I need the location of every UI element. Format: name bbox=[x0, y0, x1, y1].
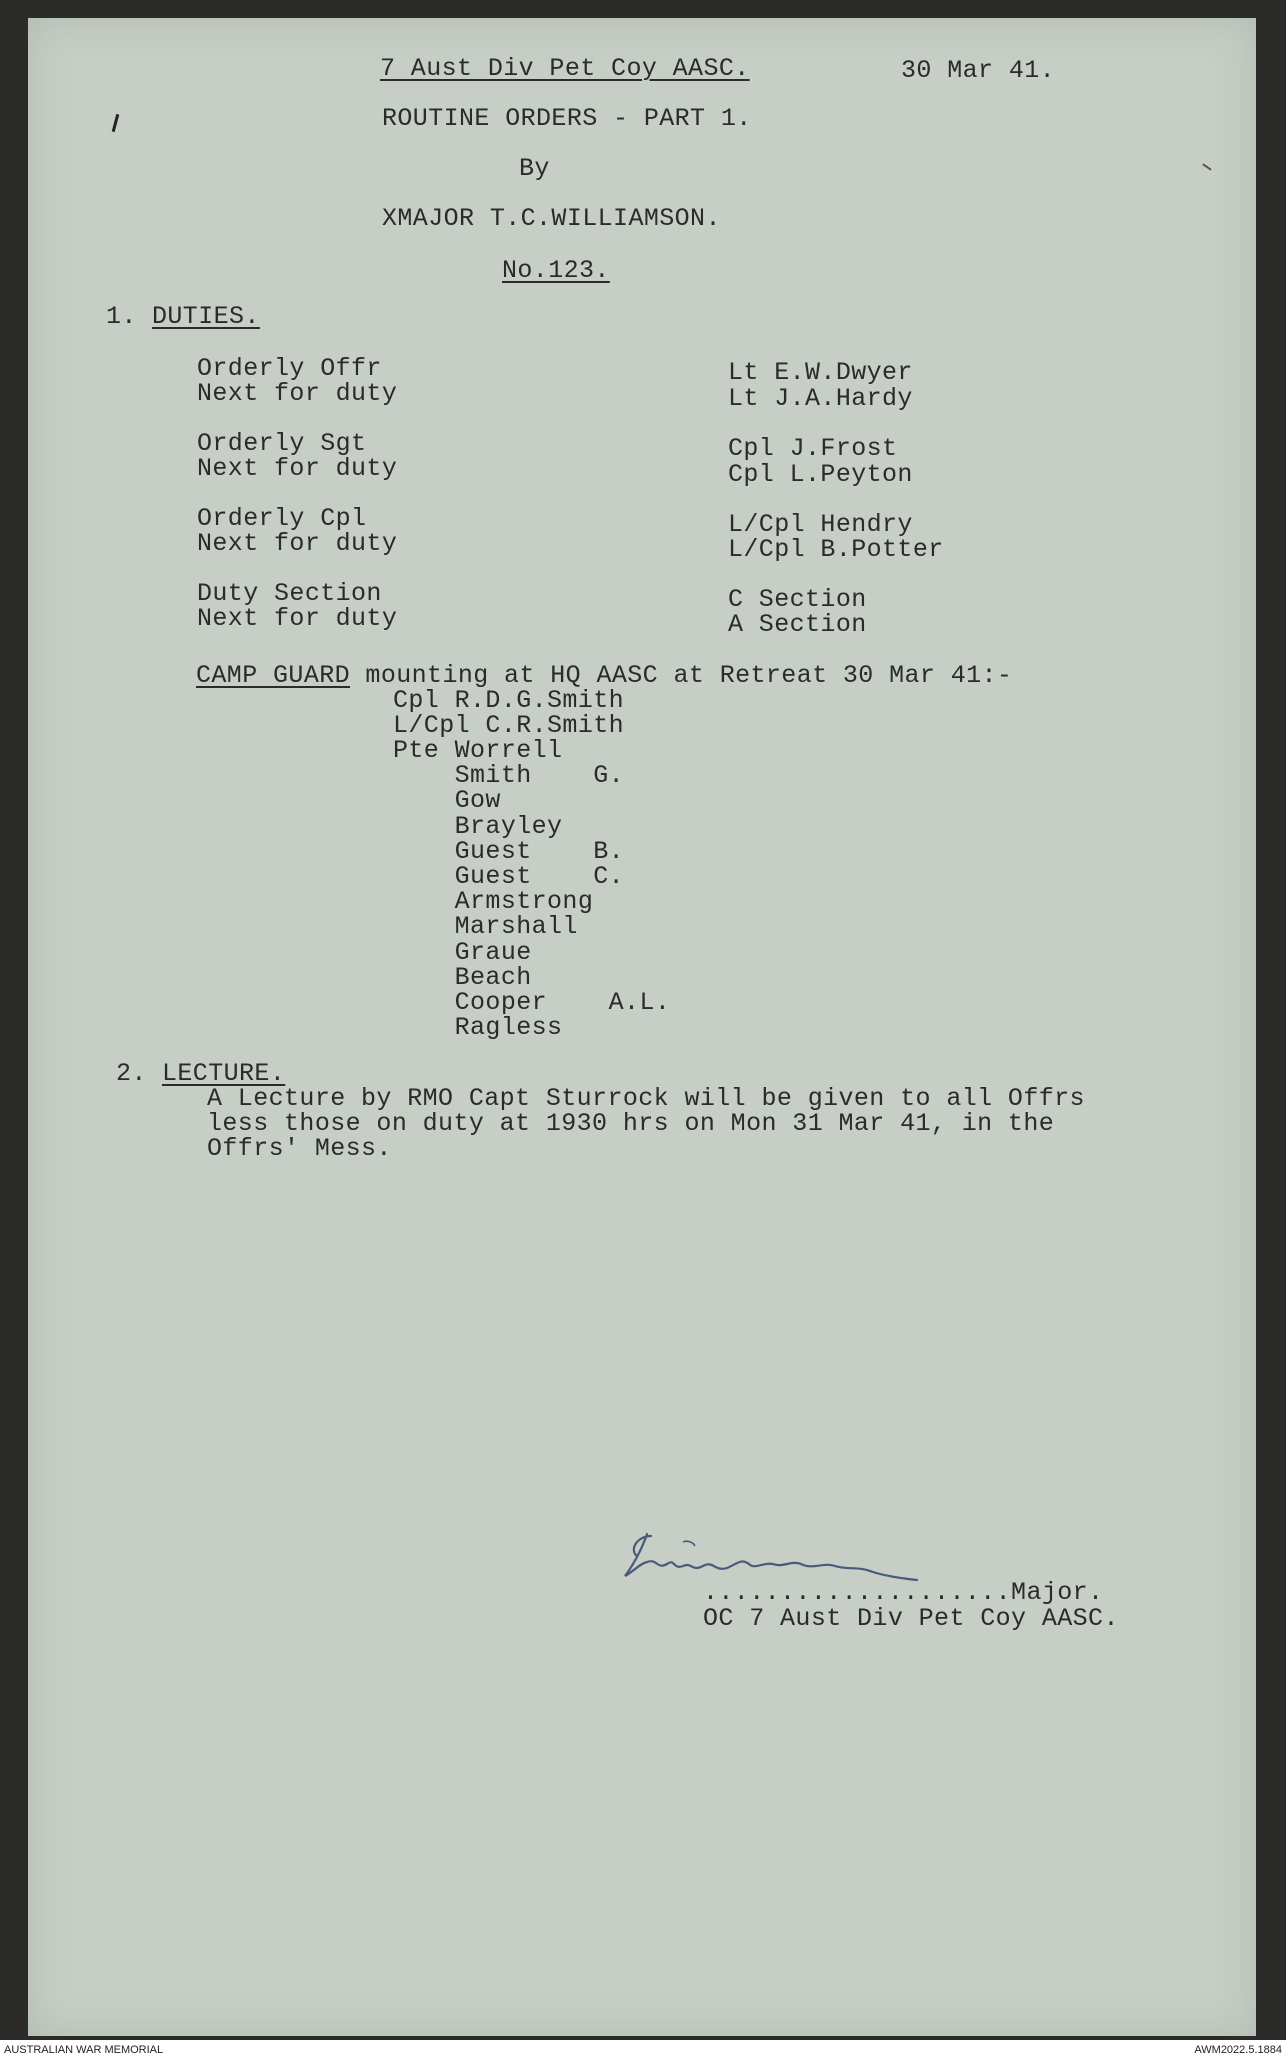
lecture-heading: LECTURE. bbox=[162, 1059, 286, 1088]
guard-member: Cpl R.D.G.Smith bbox=[393, 686, 625, 715]
duty-name: Lt J.A.Hardy bbox=[728, 384, 913, 413]
duty-role: Orderly Cpl bbox=[197, 504, 367, 533]
document-page bbox=[28, 18, 1256, 2036]
guard-member: Gow bbox=[393, 786, 501, 815]
archive-footer bbox=[0, 2040, 1286, 2061]
guard-member: Pte Worrell bbox=[393, 736, 563, 765]
duty-name: L/Cpl Hendry bbox=[728, 510, 913, 539]
duty-name: Cpl J.Frost bbox=[728, 434, 898, 463]
guard-member: Smith G. bbox=[393, 761, 625, 790]
guard-member: Brayley bbox=[393, 812, 563, 841]
duty-name: L/Cpl B.Potter bbox=[728, 535, 944, 564]
signature-line: ....................Major. bbox=[703, 1578, 1104, 1607]
duty-role: Next for duty bbox=[197, 454, 398, 483]
footer-source: AUSTRALIAN WAR MEMORIAL bbox=[4, 2044, 164, 2056]
guard-member: Marshall bbox=[393, 912, 578, 941]
duty-role: Orderly Offr bbox=[197, 354, 382, 383]
guard-member: L/Cpl C.R.Smith bbox=[393, 711, 625, 740]
lecture-text-line: A Lecture by RMO Capt Sturrock will be given to all Offrs bbox=[207, 1084, 1085, 1113]
duty-role: Next for duty bbox=[197, 604, 398, 633]
duty-name: Cpl L.Peyton bbox=[728, 460, 913, 489]
guard-member: Beach bbox=[393, 963, 532, 992]
duty-name: Lt E.W.Dwyer bbox=[728, 358, 913, 387]
stray-mark bbox=[112, 114, 120, 132]
document-date: 30 Mar 41. bbox=[901, 56, 1056, 85]
duty-role: Duty Section bbox=[197, 579, 382, 608]
duty-role: Next for duty bbox=[197, 529, 398, 558]
lecture-text-line: Offrs' Mess. bbox=[207, 1134, 392, 1163]
lecture-text-line: less those on duty at 1930 hrs on Mon 31 Mar 41, in the bbox=[207, 1109, 1055, 1138]
stray-mark bbox=[1202, 163, 1211, 170]
footer-id: AWM2022.5.1884 bbox=[1194, 2044, 1282, 2056]
camp-guard-label: CAMP GUARD bbox=[196, 661, 351, 690]
duties-heading: DUTIES. bbox=[152, 302, 260, 331]
guard-member: Cooper A.L. bbox=[393, 988, 671, 1017]
camp-guard-text: mounting at HQ AASC at Retreat 30 Mar 41:- bbox=[350, 661, 1013, 690]
by-line: By bbox=[519, 154, 550, 183]
order-number: No.123. bbox=[502, 256, 610, 285]
guard-member: Guest C. bbox=[393, 862, 625, 891]
duty-role: Orderly Sgt bbox=[197, 429, 367, 458]
guard-member: Ragless bbox=[393, 1013, 563, 1042]
unit-heading: 7 Aust Div Pet Coy AASC. bbox=[380, 54, 750, 83]
lecture-number: 2. bbox=[116, 1059, 147, 1088]
document-title: ROUTINE ORDERS - PART 1. bbox=[382, 104, 752, 133]
guard-member: Guest B. bbox=[393, 837, 625, 866]
duty-name: A Section bbox=[728, 610, 867, 639]
issuing-officer: XMAJOR T.C.WILLIAMSON. bbox=[382, 204, 721, 233]
duties-number: 1. bbox=[106, 302, 137, 331]
guard-member: Graue bbox=[393, 938, 532, 967]
guard-member: Armstrong bbox=[393, 887, 594, 916]
signature-title: OC 7 Aust Div Pet Coy AASC. bbox=[703, 1604, 1119, 1633]
duty-role: Next for duty bbox=[197, 379, 398, 408]
duty-name: C Section bbox=[728, 585, 867, 614]
